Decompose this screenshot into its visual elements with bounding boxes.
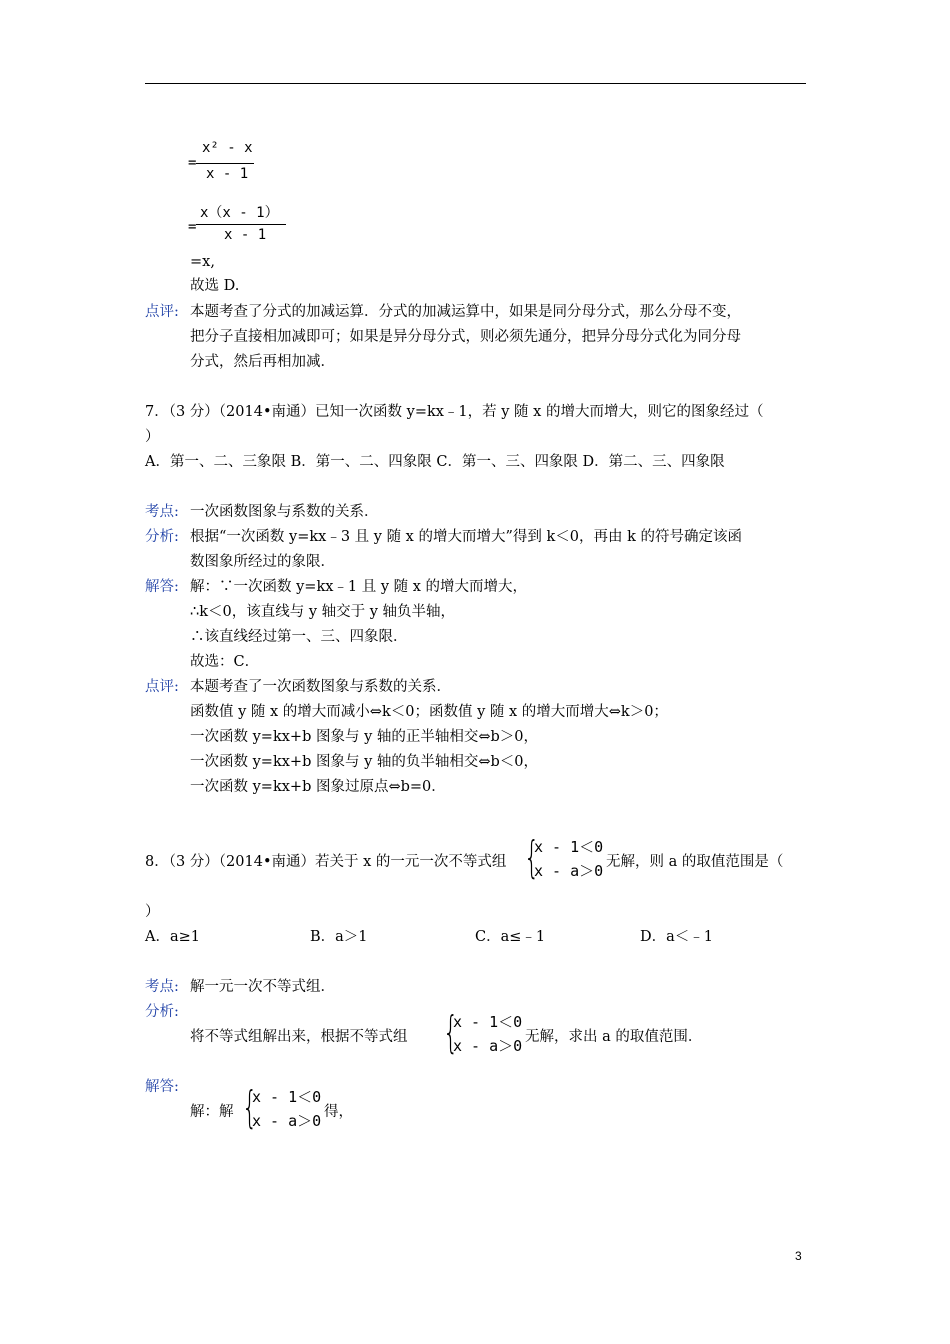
q6-comment-label: 点评:	[145, 304, 179, 320]
fraction-1-denominator: x - 1	[206, 166, 249, 182]
q7-dianping-line: 一次函数 y=kx+b 图象过原点⇔b=0．	[190, 779, 446, 795]
q7-jieda-line: ∴k＜0，该直线与 y 轴交于 y 轴负半轴，	[190, 604, 456, 620]
q8-option-d: D．a＜﹣1	[640, 929, 713, 945]
q8-jieda-prefix: 解：解	[190, 1104, 234, 1120]
left-brace-icon: {	[524, 832, 540, 883]
fraction-2-numerator: x（x - 1）	[200, 205, 279, 221]
q8-kaodian: 解一元一次不等式组．	[190, 979, 335, 995]
q8-jieda-label: 解答:	[145, 1079, 179, 1095]
q6-comment-line: 本题考查了分式的加减运算．分式的加减运算中，如果是同分母分式，那么分母不变，	[190, 304, 741, 320]
page-number: 3	[795, 1249, 802, 1263]
fraction-2-denominator: x - 1	[224, 227, 267, 243]
q7-jieda-label: 解答:	[145, 579, 179, 595]
left-brace-icon: {	[443, 1007, 459, 1058]
q7-jieda-line: 故选：C．	[190, 654, 260, 670]
q6-comment-line: 分式，然后再相加减．	[190, 354, 335, 370]
q8-fenxi-label: 分析:	[145, 1004, 179, 1020]
q8-option-c: C．a≤﹣1	[475, 929, 546, 945]
q6-comment-line: 把分子直接相加减即可；如果是异分母分式，则必须先通分，把异分母分式化为同分母	[190, 329, 741, 345]
q7-dianping-line: 本题考查了一次函数图象与系数的关系．	[190, 679, 451, 695]
q7-fenxi-label: 分析:	[145, 529, 179, 545]
q8-option-a: A．a≥1	[145, 929, 200, 945]
fraction-1-numerator: x² - x	[202, 140, 253, 156]
q8-stem-prefix: 8．（3 分）（2014•南通）若关于 x 的一元一次不等式组	[145, 854, 507, 870]
q7-kaodian: 一次函数图象与系数的关系．	[190, 504, 379, 520]
q8-kaodian-label: 考点:	[145, 979, 179, 995]
q7-stem: 7．（3 分）（2014•南通）已知一次函数 y=kx﹣1，若 y 随 x 的增大而增大，则它的图象经过（	[145, 404, 764, 420]
q7-jieda-line: ∴该直线经过第一、三、四象限．	[190, 629, 408, 645]
q8-fenxi-suffix: 无解，求出 a 的取值范围．	[525, 1029, 703, 1045]
q6-result: =x,	[190, 254, 215, 270]
q7-kaodian-label: 考点:	[145, 504, 179, 520]
q8-stem-suffix: 无解，则 a 的取值范围是（	[606, 854, 784, 870]
q7-dianping-line: 一次函数 y=kx+b 图象与 y 轴的负半轴相交⇔b＜0，	[190, 754, 539, 770]
q6-choice: 故选 D.	[190, 278, 240, 294]
q7-options: A．第一、二、三象限 B．第一、二、四象限 C．第一、三、四象限 D．第二、三、四象限	[145, 454, 725, 470]
q7-jieda-line: 解：∵一次函数 y=kx﹣1 且 y 随 x 的增大而增大，	[190, 579, 528, 595]
q7-dianping-line: 一次函数 y=kx+b 图象与 y 轴的正半轴相交⇔b＞0，	[190, 729, 539, 745]
left-brace-icon: {	[242, 1082, 258, 1133]
q8-option-b: B．a＞1	[310, 929, 368, 945]
q8-fenxi-prefix: 将不等式组解出来，根据不等式组	[190, 1029, 408, 1045]
q7-fenxi-line: 数图象所经过的象限．	[190, 554, 335, 570]
q7-dianping-line: 函数值 y 随 x 的增大而减小⇔k＜0；函数值 y 随 x 的增大而增大⇔k＞0；	[190, 704, 668, 720]
q7-fenxi-line: 根据“一次函数 y=kx﹣3 且 y 随 x 的增大而增大”得到 k＜0，再由 k 的符号确定该函	[190, 529, 743, 545]
q8-jieda-suffix: 得，	[324, 1104, 353, 1120]
q7-stem-cont: ）	[145, 429, 160, 445]
q7-dianping-label: 点评:	[145, 679, 179, 695]
q8-stem-cont: ）	[145, 904, 160, 920]
header-rule	[145, 83, 806, 84]
